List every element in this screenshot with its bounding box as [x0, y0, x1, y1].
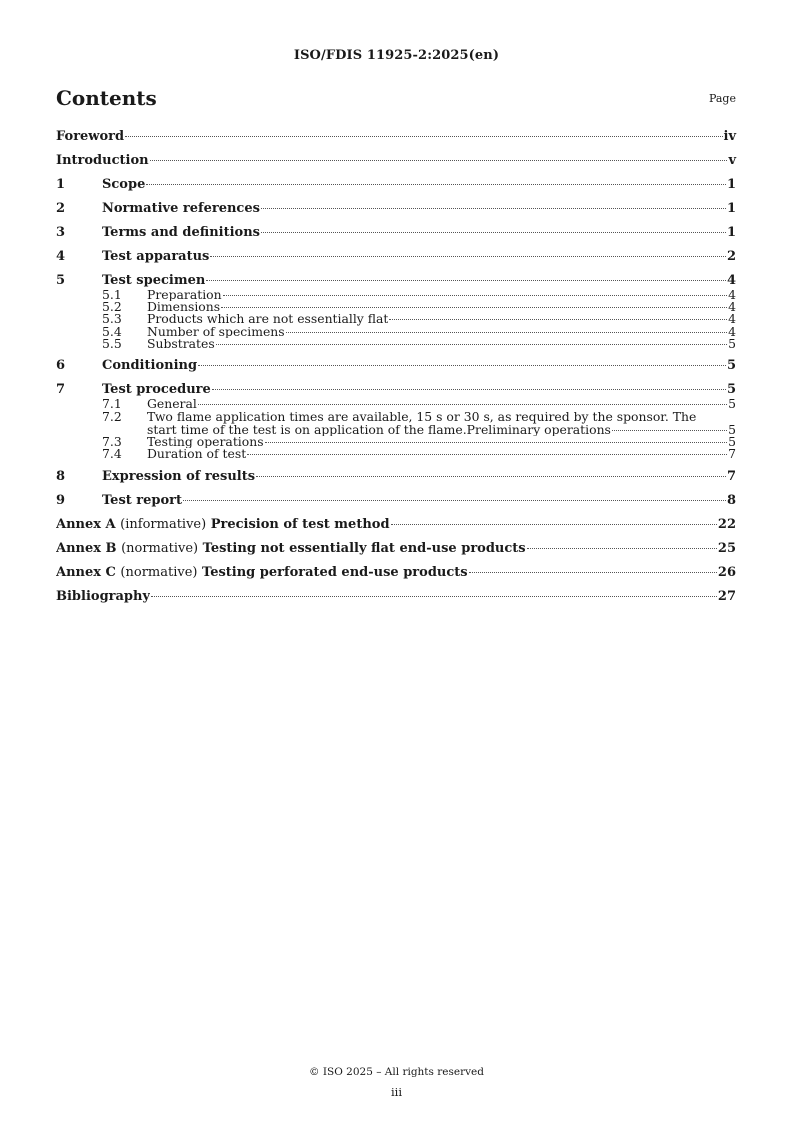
toc-entry-number: 5.1 — [102, 287, 122, 302]
toc-entry-number: 7.1 — [102, 395, 122, 411]
toc-entry-page: 5 — [728, 422, 736, 438]
annex-title: Testing not essentially flat end-use products — [202, 540, 526, 556]
toc-entry-page: 27 — [717, 588, 736, 604]
dot-leader — [391, 524, 717, 525]
dot-leader — [216, 344, 727, 345]
toc-entry-page: 4 — [728, 299, 736, 315]
dot-leader — [527, 548, 717, 549]
toc-entry-title-line-1: Two flame application times are available, 15 s or 30 s, as required by the sponsor. The — [147, 409, 697, 425]
toc-entry-page: 4 — [728, 287, 736, 302]
toc-entry-page: iv — [723, 129, 736, 144]
toc-entry-number: 7 — [56, 381, 66, 397]
toc-entry-title: Expression of results — [102, 468, 256, 484]
dot-leader — [146, 184, 726, 185]
toc-entry-title: Test report — [102, 492, 183, 508]
toc-entry-number: 6 — [56, 357, 66, 373]
toc-entry-terms-and-definitions[interactable] — [56, 225, 736, 241]
toc-entry-title: Products which are not essentially flat — [147, 313, 389, 326]
dot-leader — [261, 208, 726, 209]
toc-entry-page: 4 — [726, 273, 736, 288]
toc-entry-title — [56, 541, 526, 557]
dot-leader — [212, 389, 726, 390]
toc-entry-title-line-2: start time of the test is on application of the flame.Preliminary operations — [147, 423, 611, 437]
toc-entry-page: 7 — [726, 468, 736, 484]
toc-entry-page: 2 — [726, 249, 736, 264]
toc-subentry-substrates[interactable] — [56, 335, 736, 351]
copyright-footer: © ISO 2025 – All rights reserved — [309, 1066, 484, 1078]
toc-entry-title: Terms and definitions — [102, 225, 260, 240]
toc-entry-number: 3 — [56, 225, 66, 240]
toc-entry-title: Introduction — [56, 153, 149, 168]
toc-entry-page: v — [728, 153, 736, 168]
toc-entry-number: 7.4 — [102, 446, 122, 462]
toc-entry-number: 7.2 — [102, 409, 122, 425]
toc-entry-title: Substrates — [147, 337, 215, 350]
toc-entry-foreword[interactable] — [56, 129, 736, 145]
toc-entry-normative-references[interactable] — [56, 201, 736, 217]
toc-entry-title: Testing operations — [147, 436, 264, 449]
toc-entry-number: 5 — [56, 273, 66, 288]
toc-entry-page: 8 — [726, 492, 736, 508]
toc-entry-title: General — [147, 397, 197, 411]
toc-entry-expression-of-results[interactable] — [56, 469, 736, 485]
toc-entry-page: 25 — [717, 540, 736, 556]
toc-entry-number: 2 — [56, 201, 66, 216]
toc-entry-annex-a[interactable] — [56, 517, 736, 533]
dot-leader — [183, 500, 726, 501]
toc-entry-page: 1 — [726, 177, 736, 192]
toc-entry-page: 1 — [726, 201, 736, 216]
annex-label: Annex A — [56, 516, 116, 532]
dot-leader — [198, 404, 727, 405]
toc-entry-number: 7.3 — [102, 434, 122, 450]
toc-entry-page: 5 — [726, 357, 736, 373]
toc-entry-bibliography[interactable] — [56, 589, 736, 605]
toc-entry-number: 1 — [56, 177, 66, 192]
dot-leader — [265, 442, 728, 443]
toc-entry-number: 5.3 — [102, 311, 122, 327]
dot-leader — [223, 295, 728, 296]
toc-subentry-dimensions[interactable] — [56, 301, 736, 313]
toc-entry-test-report[interactable] — [56, 493, 736, 509]
annex-type: (normative) — [121, 540, 199, 556]
toc-entry-page: 7 — [728, 446, 736, 462]
dot-leader — [261, 232, 726, 233]
annex-title: Precision of test method — [210, 516, 390, 532]
toc-entry-test-specimen[interactable] — [56, 273, 736, 289]
toc-entry-test-procedure[interactable] — [56, 382, 736, 398]
page-number: iii — [390, 1085, 403, 1099]
dot-leader — [221, 307, 727, 308]
toc-entry-title — [56, 517, 390, 533]
table-of-contents — [56, 129, 736, 605]
toc-entry-number: 9 — [56, 492, 66, 508]
toc-entry-conditioning[interactable] — [56, 358, 736, 374]
toc-entry-page: 4 — [728, 311, 736, 327]
toc-entry-number: 5.5 — [102, 335, 122, 351]
dot-leader — [151, 596, 717, 597]
toc-entry-title: Bibliography — [56, 588, 151, 604]
toc-entry-page: 26 — [717, 564, 736, 580]
dot-leader — [206, 280, 726, 281]
page-column-label: Page — [708, 92, 736, 105]
toc-subentry-duration-of-test[interactable] — [56, 448, 736, 460]
toc-entry-page: 5 — [728, 395, 736, 411]
toc-entry-scope[interactable] — [56, 177, 736, 193]
annex-title: Testing perforated end-use products — [202, 564, 468, 580]
toc-entry-page: 5 — [728, 434, 736, 450]
toc-entry-title: Test specimen — [102, 273, 206, 288]
toc-entry-title: Scope — [102, 177, 146, 192]
toc-subentry-products-not-flat[interactable] — [56, 313, 736, 325]
toc-entry-number: 4 — [56, 249, 66, 264]
dot-leader — [612, 430, 727, 431]
toc-entry-number: 5.4 — [102, 323, 122, 339]
dot-leader — [125, 136, 722, 137]
dot-leader — [389, 319, 727, 320]
annex-type: (informative) — [120, 516, 207, 532]
toc-entry-number: 5.2 — [102, 299, 122, 315]
toc-entry-title — [56, 565, 468, 581]
toc-entry-annex-b[interactable] — [56, 541, 736, 557]
toc-entry-page: 1 — [726, 225, 736, 240]
toc-entry-title: Test procedure — [102, 381, 211, 397]
toc-subentry-flame-application[interactable] — [56, 410, 736, 436]
dot-leader — [469, 572, 717, 573]
dot-leader — [210, 256, 726, 257]
document-header: ISO/FDIS 11925-2:2025(en) — [293, 48, 500, 63]
annex-type: (normative) — [120, 564, 198, 580]
dot-leader — [150, 160, 728, 161]
toc-entry-title: Preparation — [147, 289, 222, 302]
toc-entry-page: 22 — [717, 516, 736, 532]
contents-title: Contents — [56, 86, 157, 110]
toc-entry-title: Dimensions — [147, 301, 221, 314]
annex-label: Annex B — [56, 540, 117, 556]
toc-entry-title: Test apparatus — [102, 249, 210, 264]
toc-subentry-number-of-specimens[interactable] — [56, 323, 736, 339]
toc-entry-test-apparatus[interactable] — [56, 249, 736, 265]
toc-entry-title: Foreword — [56, 129, 125, 144]
dot-leader — [286, 332, 727, 333]
dot-leader — [198, 365, 726, 366]
toc-entry-annex-c[interactable] — [56, 565, 736, 581]
toc-entry-page: 5 — [728, 335, 736, 351]
dot-leader — [256, 476, 726, 477]
toc-entry-title: Normative references — [102, 201, 260, 216]
annex-label: Annex C — [56, 564, 116, 580]
toc-subentry-preparation[interactable] — [56, 289, 736, 301]
toc-entry-title: Conditioning — [102, 357, 198, 373]
toc-entry-page: 5 — [726, 381, 736, 397]
dot-leader — [247, 454, 727, 455]
toc-entry-number: 8 — [56, 468, 66, 484]
toc-entry-page: 4 — [728, 323, 736, 339]
toc-entry-title: Duration of test — [147, 448, 247, 461]
toc-entry-introduction[interactable] — [56, 153, 736, 169]
toc-entry-title: Number of specimens — [147, 325, 285, 338]
toc-subentry-testing-operations[interactable] — [56, 436, 736, 448]
